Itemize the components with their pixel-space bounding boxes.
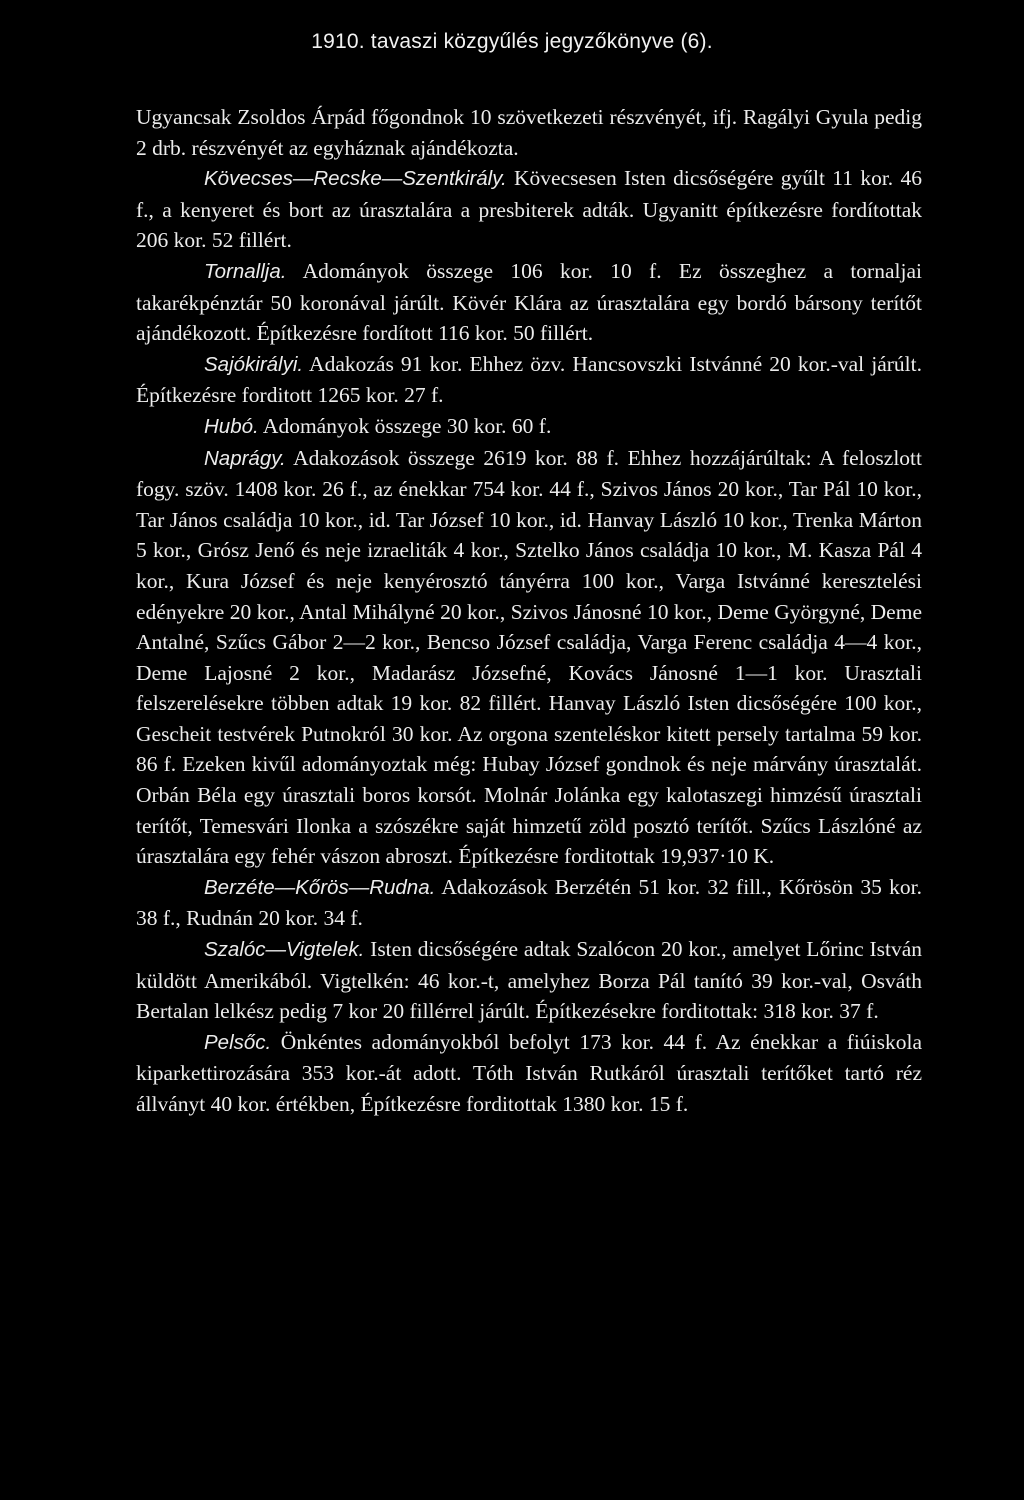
paragraph-pelsoc bbox=[136, 1027, 922, 1120]
place-heading: Berzéte—Kőrös—Rudna. bbox=[204, 875, 436, 899]
paragraph-text: Adakozások összege 2619 kor. 88 f. Ehhez hozzájárúltak: A feloszlott fogy. szöv. 1408 kor. 26 f., az énekkar 754 kor. 44 f., Szivos János 20 kor., Tar Pál 10 kor., Tar János családja 10 kor., id. Tar József 10 kor., id. Hanvay László 10 kor., Trenka Márton 5 kor., Grósz Jenő és neje izraeliták 4 kor., Sztelko János családja 10 kor., M. Kasza Pál 4 kor., Kura József és neje kenyérosztó tányérra 100 kor., Varga Istvánné keresztelési edényekre 20 kor., Antal Mihályné 20 kor., Szivos Jánosné 10 kor., Deme Györgyné, Deme Antalné, Szűcs Gábor 2—2 kor., Bencso József családja, Varga Ferenc családja 4—4 kor., Deme Lajosné 2 kor., Madarász Józsefné, Kovács Jánosné 1—1 kor. Urasztali felszerelésekre többen adtak 19 kor. 82 fillért. Hanvay László Isten dicsőségére 100 kor., Gescheit testvérek Putnokról 30 kor. Az orgona szenteléskor kitett persely tartalma 59 kor. 86 f. Ezeken kivűl adományoztak még: Hubay József gondnok és neje márvány úrasztalát. Orbán Béla egy úrasztali boros korsót. Molnár Jolánka egy kalotaszegi himzésű úrasztali terítőt, Temesvári Ilonka a szószékre saját himzetű zöld posztó terítőt. Szűcs Lászlóné az úrasztalára egy fehér vászon abroszt. Építkezésre forditottak 19,937·10 K. bbox=[136, 445, 922, 869]
paragraph-napragy bbox=[136, 443, 922, 872]
paragraph-szaloc bbox=[136, 934, 922, 1027]
place-heading: Hubó. bbox=[204, 414, 259, 438]
place-heading: Tornallja. bbox=[204, 259, 287, 283]
paragraph-text: Kövecsesen Isten dicsőségére gyűlt 11 kor. 46 f., a kenyeret és bort az úrasztalára a presbiterek adták. Ugyanitt építkezésre fordítottak 206 kor. 52 fillért. bbox=[136, 166, 923, 253]
page-header: 1910. tavaszi közgyűlés jegyzőkönyve (6). bbox=[311, 30, 713, 53]
paragraph-tornallja bbox=[136, 256, 922, 349]
paragraph-text: Adakozások Berzétén 51 kor. 32 fill., Kőrösön 35 kor. 38 f., Rudnán 20 kor. 34 f. bbox=[136, 874, 922, 931]
paragraph-text: Önkéntes adományokból befolyt 173 kor. 44 f. Az énekkar a fiúiskola kiparkettirozására 353 kor.-át adott. Tóth István Rutkáról úrasztali terítőket tartó réz állványt 40 kor. értékben, Építkezésre forditottak 1380 kor. 15 f. bbox=[136, 1029, 922, 1116]
place-heading: Sajókirályi. bbox=[204, 352, 304, 376]
place-heading: Naprágy. bbox=[204, 446, 286, 470]
document-body bbox=[136, 102, 922, 1120]
paragraph-text: Ugyancsak Zsoldos Árpád főgondnok 10 szövetkezeti részvényét, ifj. Ragályi Gyula pedig 2 drb. részvényét az egyháznak ajándékozta. bbox=[136, 105, 922, 160]
place-heading: Szalóc—Vigtelek. bbox=[204, 938, 365, 962]
place-heading: Pelsőc. bbox=[204, 1030, 272, 1054]
paragraph-hubo bbox=[136, 411, 922, 443]
paragraph-text: Isten dicsőségére adtak Szalócon 20 kor., amelyet Lőrinc István küldött Amerikából. Vigtelkén: 46 kor.-t, amelyhez Borza Pál tanító 39 kor.-val, Osváth Bertalan lelkész pedig 7 kor 20 fillérrel járúlt. Építkezésekre forditottak: 318 kor. 37 f. bbox=[136, 937, 923, 1024]
place-heading: Kövecses—Recske—Szentkirály. bbox=[204, 167, 507, 191]
paragraph-berzete bbox=[136, 872, 922, 934]
paragraph-text: Adakozás 91 kor. Ehhez özv. Hancsovszki Istvánné 20 kor.-val járúlt. Építkezésre forditott 1265 kor. 27 f. bbox=[136, 351, 922, 408]
paragraph-text: Adományok összege 30 kor. 60 f. bbox=[262, 413, 552, 438]
paragraph-sajokiralyi bbox=[136, 349, 922, 411]
paragraph-kovecses bbox=[136, 163, 922, 256]
paragraph-intro bbox=[136, 102, 922, 163]
paragraph-text: Adományok összege 106 kor. 10 f. Ez összeghez a tornaljai takarékpénztár 50 koronával járúlt. Kövér Klára az úrasztalára egy bordó bársony terítőt ajándékozott. Építkezésre fordított 116 kor. 50 fillért. bbox=[136, 258, 922, 346]
